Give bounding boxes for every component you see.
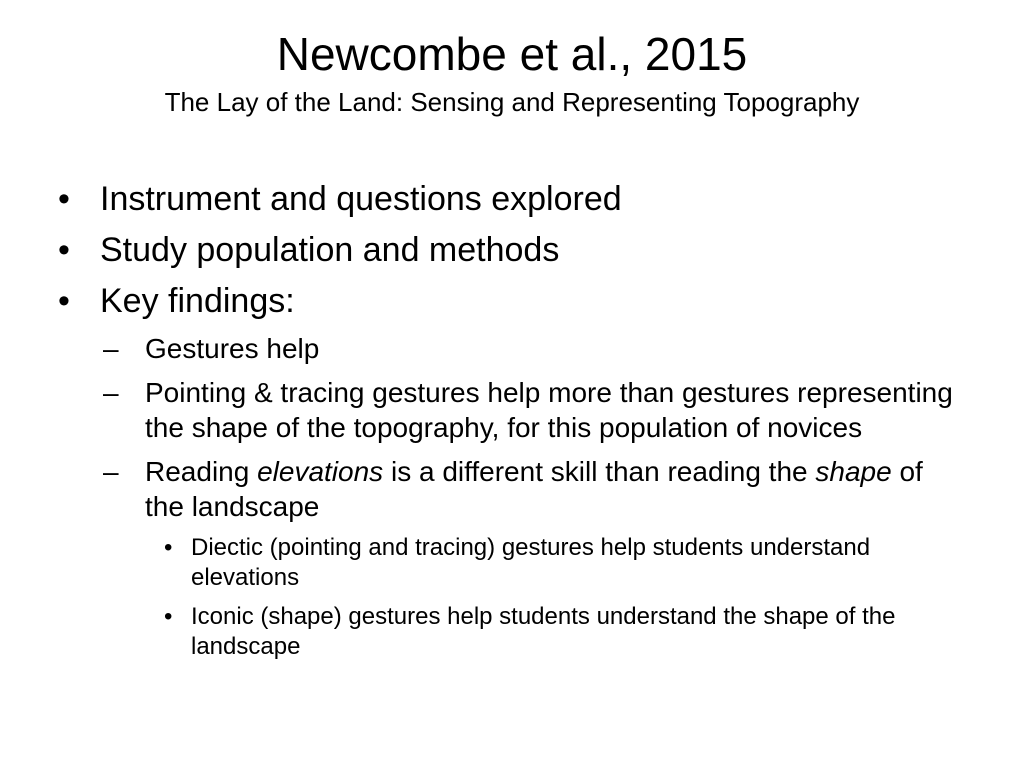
sub-bullet-text bbox=[145, 456, 923, 522]
sub-sub-bullet-text: Diectic (pointing and tracing) gestures help students understand elevations bbox=[191, 534, 871, 591]
title-block bbox=[0, 24, 1024, 120]
bullet-item bbox=[58, 229, 958, 271]
sub-sub-bullet-item bbox=[164, 533, 958, 593]
slide-title: Newcombe et al., 2015 bbox=[276, 28, 748, 80]
slide-subtitle: The Lay of the Land: Sensing and Representing Topography bbox=[164, 87, 860, 117]
bullet-marker: • bbox=[164, 534, 173, 561]
sub-bullet-item bbox=[103, 454, 958, 524]
bullet-item bbox=[58, 280, 958, 322]
sub-bullet-item bbox=[103, 331, 958, 366]
bullet-text: Instrument and questions explored bbox=[100, 180, 622, 218]
text-run: Reading bbox=[145, 456, 258, 487]
bullet-marker: • bbox=[58, 231, 70, 269]
bullet-marker: • bbox=[58, 282, 70, 320]
bullet-marker: • bbox=[58, 180, 70, 218]
emphasis-shape: shape bbox=[815, 456, 892, 487]
dash-marker: – bbox=[103, 333, 119, 364]
sub-sub-bullet-item bbox=[164, 602, 958, 662]
sub-bullet-text: Pointing & tracing gestures help more than gestures representing the shape of the topography, for this population of novices bbox=[145, 377, 953, 443]
text-run: is a different skill than reading the bbox=[383, 456, 816, 487]
bullet-list bbox=[58, 178, 958, 671]
bullet-item bbox=[58, 178, 958, 220]
dash-marker: – bbox=[103, 456, 119, 487]
sub-bullet-item bbox=[103, 375, 958, 445]
text-run: of the landscape bbox=[145, 456, 923, 522]
dash-marker: – bbox=[103, 377, 119, 408]
bullet-marker: • bbox=[164, 603, 173, 630]
bullet-text: Key findings: bbox=[100, 282, 295, 320]
emphasis-elevations: elevations bbox=[257, 456, 384, 487]
sub-sub-bullet-text: Iconic (shape) gestures help students understand the shape of the landscape bbox=[191, 603, 896, 660]
bullet-text: Study population and methods bbox=[100, 231, 560, 269]
sub-bullet-text: Gestures help bbox=[145, 333, 320, 364]
